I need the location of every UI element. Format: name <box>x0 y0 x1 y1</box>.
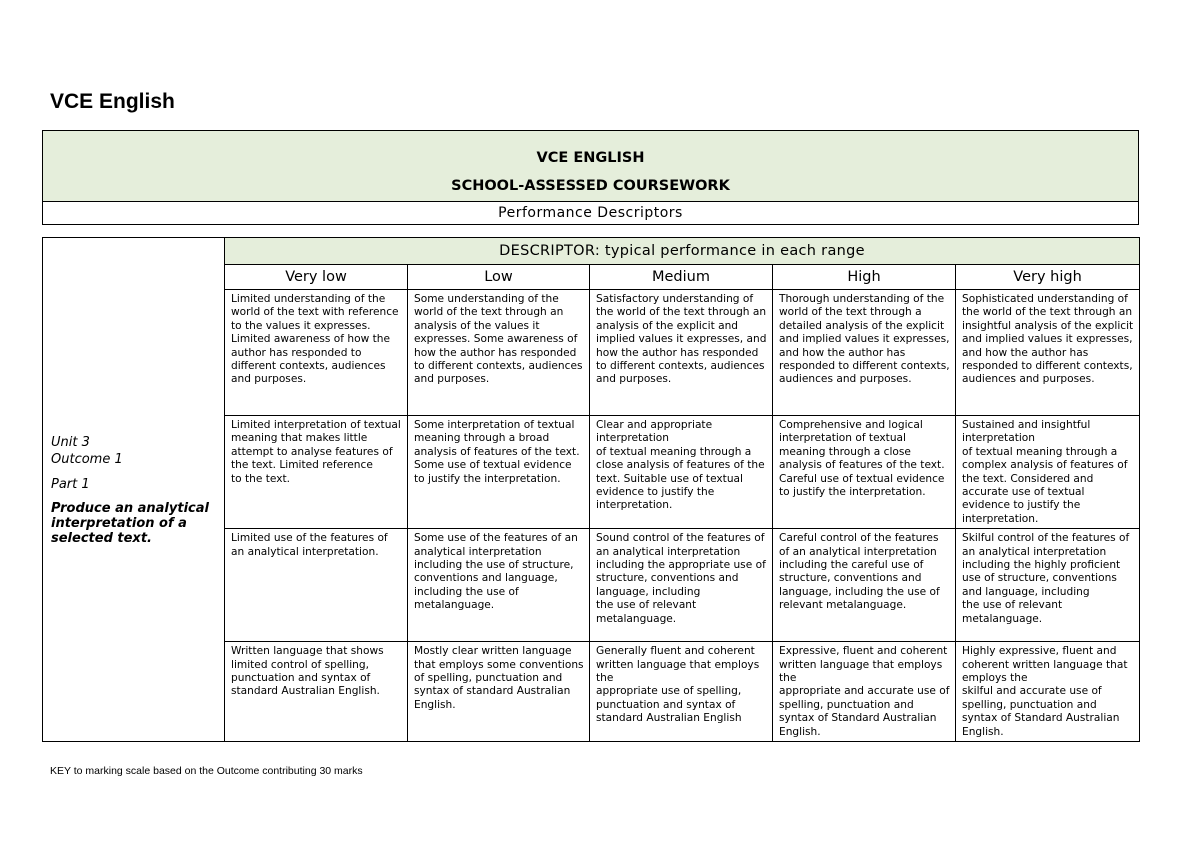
descriptor-text: Limited understanding of the world of the text with reference to the values it expresses. Limited awareness of how the author has responded to different contexts, audiences and purposes. <box>231 293 399 386</box>
descriptor-text: Expressive, fluent and coherent written language that employs the appropriate and accurate use of spelling, punctuation and syntax of Standard Australian English. <box>779 645 950 738</box>
range-low: Low <box>408 265 590 290</box>
descriptor-text: Skilful control of the features of an analytical interpretation including the highly proficient use of structure, conventions and language, including the use of relevant metalanguage. <box>962 532 1130 625</box>
range-medium: Medium <box>590 265 773 290</box>
rubric-table <box>42 237 1140 742</box>
descriptor-cell <box>590 642 773 742</box>
descriptor-cell <box>225 290 408 416</box>
descriptor-cell <box>956 290 1140 416</box>
header-title-cell <box>43 131 1139 202</box>
performance-descriptors-label: Performance Descriptors <box>43 202 1139 225</box>
descriptor-cell <box>773 416 956 529</box>
descriptor-cell <box>408 529 590 642</box>
descriptor-cell <box>956 416 1140 529</box>
descriptor-text: Some understanding of the world of the text through an analysis of the values it expresses. Some awareness of how the author has responded to different contexts, audiences and purposes. <box>414 293 583 386</box>
task-description: Produce an analytical interpretation of a selected text. <box>51 500 209 546</box>
descriptor-cell <box>408 290 590 416</box>
descriptor-text: Written language that shows limited control of spelling, punctuation and syntax of standard Australian English. <box>231 645 384 698</box>
marking-key-note: KEY to marking scale based on the Outcome contributing 30 marks <box>50 765 363 777</box>
descriptor-cell <box>773 642 956 742</box>
descriptor-cell <box>225 642 408 742</box>
descriptor-text: Generally fluent and coherent written language that employs the appropriate use of spelling, punctuation and syntax of standard Australian English <box>596 645 760 725</box>
descriptor-cell <box>773 529 956 642</box>
range-high: High <box>773 265 956 290</box>
descriptor-cell <box>956 529 1140 642</box>
descriptor-text: Mostly clear written language that employs some conventions of spelling, punctuation and syntax of standard Australian English. <box>414 645 584 711</box>
descriptor-cell <box>590 416 773 529</box>
descriptor-text: Sound control of the features of an analytical interpretation including the appropriate use of structure, conventions and language, including the use of relevant metalanguage. <box>596 532 766 625</box>
range-very-high: Very high <box>956 265 1140 290</box>
descriptor-text: Limited interpretation of textual meaning that makes little attempt to analyse features of the text. Limited reference to the text. <box>231 419 401 485</box>
descriptor-cell <box>408 416 590 529</box>
descriptor-cell <box>225 529 408 642</box>
range-very-low: Very low <box>225 265 408 290</box>
descriptor-cell <box>956 642 1140 742</box>
outcome-label: Outcome 1 <box>51 451 123 467</box>
descriptor-text: Sustained and insightful interpretation of textual meaning through a complex analysis of features of the text. Considered and accurate use of textual evidence to justify the interpretation. <box>962 419 1128 525</box>
descriptor-text: Highly expressive, fluent and coherent written language that employs the skilful and accurate use of spelling, punctuation and syntax of Standard Australian English. <box>962 645 1128 738</box>
descriptor-cell <box>773 290 956 416</box>
descriptor-cell <box>590 290 773 416</box>
descriptor-text: Careful control of the features of an analytical interpretation including the careful use of structure, conventions and language, including the use of relevant metalanguage. <box>779 532 940 612</box>
descriptor-heading: DESCRIPTOR: typical performance in each range <box>225 238 1140 265</box>
descriptor-text: Sophisticated understanding of the world of the text through an insightful analysis of the explicit and implied values it expresses, and how the author has responded to different contexts, audiences and purposes. <box>962 293 1134 386</box>
descriptor-text: Clear and appropriate interpretation of textual meaning through a close analysis of features of the text. Suitable use of textual evidence to justify the interpretation. <box>596 419 765 512</box>
descriptor-text: Limited use of the features of an analytical interpretation. <box>231 532 388 558</box>
header-line-sac: SCHOOL-ASSESSED COURSEWORK <box>451 178 730 194</box>
part-label: Part 1 <box>51 476 90 492</box>
descriptor-text: Thorough understanding of the world of the text through a detailed analysis of the explicit and implied values it expresses, and how the author has responded to different contexts, audiences and purposes. <box>779 293 950 386</box>
header-line-vce-english: VCE ENGLISH <box>536 150 645 166</box>
coursework-header <box>42 130 1139 225</box>
descriptor-cell <box>590 529 773 642</box>
descriptor-cell <box>225 416 408 529</box>
descriptor-text: Some interpretation of textual meaning through a broad analysis of features of the text. Some use of textual evidence to justify the interpretation. <box>414 419 580 485</box>
unit-label: Unit 3 <box>51 434 90 450</box>
descriptor-text: Satisfactory understanding of the world of the text through an analysis of the explicit and implied values it expresses, and how the author has responded to different contexts, audiences and purposes. <box>596 293 767 386</box>
descriptor-cell <box>408 642 590 742</box>
unit-outcome-cell <box>43 238 225 742</box>
descriptor-text: Comprehensive and logical interpretation of textual meaning through a close analysis of features of the text. Careful use of textual evidence to justify the interpretation. <box>779 419 945 499</box>
descriptor-text: Some use of the features of an analytical interpretation including the use of structure, conventions and language, including the use of metalanguage. <box>414 532 578 612</box>
page-title: VCE English <box>50 90 175 113</box>
